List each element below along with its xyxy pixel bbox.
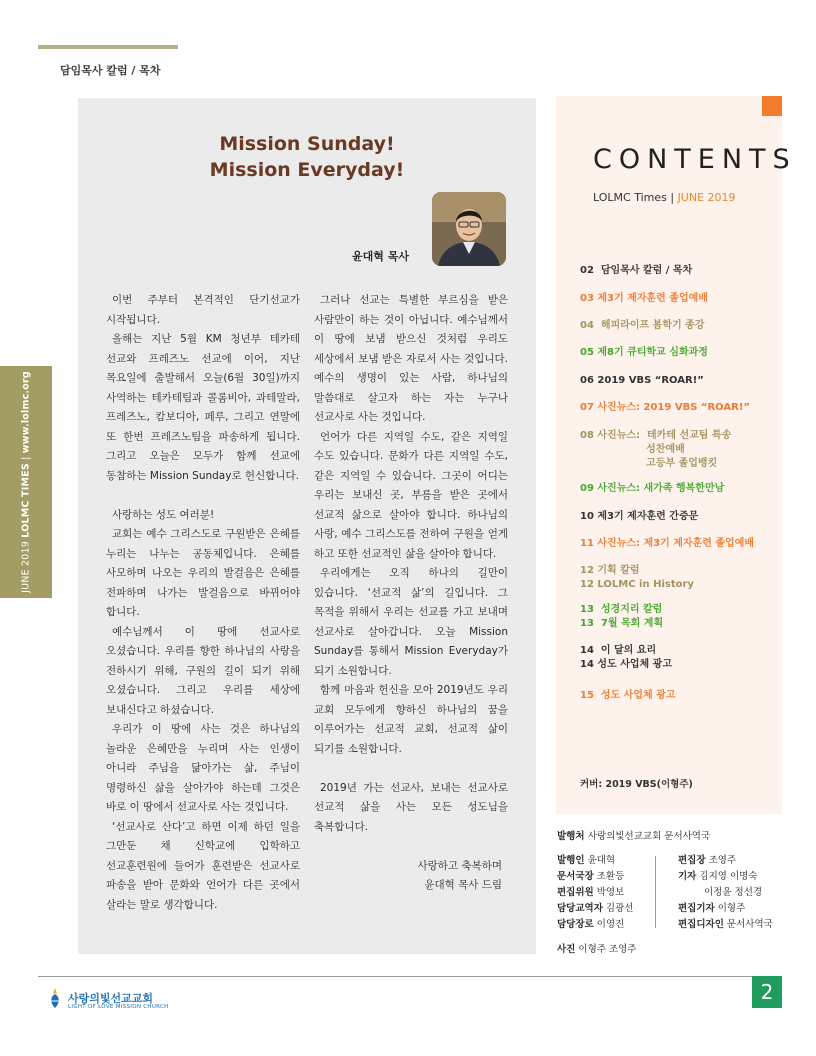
paragraph: 사랑하는 성도 여러분! (112, 508, 215, 521)
photo-label: 사진 (557, 944, 576, 955)
closing-line: 사랑하고 축복하며 (417, 859, 502, 872)
side-date: JUNE 2019 (20, 540, 32, 593)
accent-square (762, 96, 782, 116)
spacer (106, 486, 300, 506)
credit-role: 문서국장 (557, 871, 594, 882)
column-text-left (106, 291, 300, 915)
paragraph: 올해는 지난 5월 KM 청년부 테카테 선교와 프레즈노 선교에 이어, 지난 목요일에 출발해서 오늘(6월 30일)까지 사역하는 테카테팀과 콜롬비아, 과테말라, 프레즈노, 캄보디아, 페루, 그리고 연말에 또 한번 프레즈노팀을 파송하게 됩니다. 그리고 오늘은 모두가 함께 선교에 동참하는 Mission Sunday로 헌신합니다. (106, 333, 300, 482)
photo-names: 이형주 조영주 (578, 944, 637, 955)
title-line-2: Mission Everyday! (209, 159, 405, 181)
credit-row (557, 885, 633, 901)
credit-role: 기자 (678, 871, 697, 882)
credit-role: 담당교역자 (557, 903, 603, 914)
credit-role: 편집디자인 (678, 919, 724, 930)
credits-right (678, 853, 773, 933)
toc-item[interactable]: 14 이 달의 요리 14 성도 사업체 광고 (580, 645, 672, 670)
paragraph: 함께 마음과 헌신을 모아 2019년도 우리 교회 모두에게 향하신 하나님의 꿈을 이루어가는 선교적 교회, 선교적 삶이 되기를 소원합니다. (314, 684, 508, 755)
paragraph: ‘선교사로 산다’고 하면 이제 하던 일을 그만둔 채 신학교에 입학하고 선교훈련원에 들어가 훈련받은 선교사로 파송을 받아 문화와 언어가 다른 곳에서 살라는 말로 생각합니다. (106, 820, 300, 911)
church-name: 사랑의빛선교교회 (68, 992, 154, 1005)
credit-role: 편집기자 (678, 903, 715, 914)
column-author: 윤대혁 목사 (352, 250, 409, 263)
column-title (78, 131, 536, 183)
church-name-english: LIGHT OF LOVE MISSION CHURCH (68, 1004, 169, 1010)
publisher-name: 사랑의빛선교교회 문서사역국 (587, 831, 711, 842)
credits-left (557, 853, 633, 933)
title-line-1: Mission Sunday! (219, 133, 395, 155)
side-tag: JUNE 2019 LOLMC TIMES | www.lolmc.org (20, 371, 32, 593)
side-web: www.lolmc.org (20, 371, 32, 454)
credit-name: 조환등 (596, 871, 625, 882)
credit-name: 윤대혁 (587, 855, 616, 866)
credit-role: 담당장로 (557, 919, 594, 930)
page-number: 2 (752, 976, 782, 1008)
paragraph: 예수님께서 이 땅에 선교사로 오셨습니다. 우리를 향한 하나님의 사랑을 전하시기 위해, 구원의 길이 되기 위해 오셨습니다. 그리고 우리를 세상에 보내신다고 하셨습니다. (106, 625, 300, 716)
publisher-label: 발행처 (557, 831, 585, 842)
paragraph: 우리가 이 땅에 사는 것은 하나님의 놀라운 은혜만을 누리며 사는 인생이 아니라 주님을 닮아가는 삶, 주님이 명령하신 삶을 살아가야 하는데 그것은 바로 이 땅에서 선교사로 사는 것입니다. (106, 723, 300, 813)
credit-row (557, 917, 633, 933)
spacer (314, 837, 508, 857)
credit-name: 이형주 (717, 903, 746, 914)
credit-row (678, 917, 773, 933)
credit-name: 박영보 (596, 887, 625, 898)
footer-rule (38, 976, 782, 977)
credit-row (557, 853, 633, 869)
pastor-column (78, 98, 536, 954)
author-portrait-icon (432, 192, 506, 266)
toc-item[interactable]: 07 사진뉴스: 2019 VBS “ROAR!” (580, 402, 750, 413)
toc-item[interactable]: 09 사진뉴스: 새가족 행복한만남 (580, 483, 725, 494)
cover-credit: 커버: 2019 VBS(이형주) (580, 779, 693, 790)
toc-item[interactable]: 02 담임목사 칼럼 / 목차 (580, 265, 693, 276)
credit-name: 이영진 (596, 919, 625, 930)
credit-role: 편집장 (678, 855, 706, 866)
paragraph: 이번 주부터 본격적인 단기선교가 시작됩니다. (106, 294, 300, 326)
publication-name: LOLMC Times (593, 191, 667, 204)
section-label: 담임목사 칼럼 / 목차 (60, 64, 161, 77)
credit-name: 김지영 이명숙 (699, 871, 758, 882)
toc-item[interactable]: 11 사진뉴스: 제3기 제자훈련 졸업예배 (580, 538, 755, 549)
paragraph: 우리에게는 오직 하나의 길만이 있습니다. ‘선교적 삶’의 길입니다. 그 목적을 위해서 우리는 선교를 가고 보내며 선교사로 살아갑니다. 오늘 Mission Sunday를 통해서 Mission Everyday가 되기 소원합니다. (314, 567, 508, 677)
credit-row (557, 901, 633, 917)
credit-row (678, 853, 773, 869)
header-accent-bar (38, 45, 178, 49)
toc-item[interactable]: 15 성도 사업체 광고 (580, 690, 676, 701)
credit-name: 조영주 (708, 855, 737, 866)
closing-signature: 윤대혁 목사 드림 (424, 879, 502, 891)
paragraph: 언어가 다른 지역일 수도, 같은 지역일 수도 있습니다. 문화가 다른 지역일 수도, 같은 지역일 수 있습니다. 그곳이 어디는 우리는 보내신 곳, 부름을 받은 곳에서 선교적 삶으로 살아야 합니다. 하나님의 사랑, 예수 그리스도를 전하여 구원을 얻게 하고 또한 선교적인 삶을 살아야 합니다. (314, 430, 508, 560)
toc-item[interactable]: 04 해피라이프 봄학기 종강 (580, 320, 705, 331)
credit-row (678, 869, 773, 885)
column-text-right (314, 291, 508, 896)
toc-item[interactable]: 10 제3기 제자훈련 간증문 (580, 511, 699, 522)
author-photo (432, 192, 506, 266)
toc-item[interactable]: 03 제3기 제자훈련 졸업예배 (580, 293, 708, 304)
credits-divider (655, 856, 656, 928)
credit-row (678, 901, 773, 917)
toc-item[interactable]: 06 2019 VBS “ROAR!” (580, 375, 704, 386)
spacer (314, 759, 508, 779)
separator: | (670, 191, 675, 204)
publisher (557, 828, 710, 842)
toc-item[interactable]: 08 사진뉴스: 테카테 선교팀 특송 성찬예배 고등부 졸업뱅킷 (580, 430, 732, 469)
credit-row (557, 869, 633, 885)
paragraph: 2019년 가는 선교사, 보내는 선교사로 선교적 삶을 사는 모든 성도님을 축복합니다. (314, 781, 508, 833)
credit-name: 문서사역국 (726, 919, 773, 930)
contents-title: CONTENTS (593, 144, 797, 175)
toc-item[interactable]: 13 성경지리 칼럼 13 7월 목회 계획 (580, 604, 664, 629)
credit-name: 이정윤 정선경 (704, 887, 763, 898)
photo-credit (557, 941, 636, 955)
credit-row (678, 885, 773, 901)
toc-item[interactable]: 12 기획 칼럼 12 LOLMC in History (580, 565, 694, 590)
contents-issue (593, 191, 736, 204)
toc-item[interactable]: 05 제8기 큐티학교 심화과정 (580, 347, 708, 358)
side-brand: LOLMC TIMES (20, 463, 32, 538)
issue-month: JUNE 2019 (677, 191, 736, 204)
credit-role: 편집위원 (557, 887, 594, 898)
credit-role: 발행인 (557, 855, 585, 866)
paragraph: 그러나 선교는 특별한 부르심을 받은 사람만이 하는 것이 아닙니다. 예수님께서 이 땅에 보냄 받으신 것처럼 우리도 세상에서 보냄 받은 자로서 사는 것입니다. 예수의 생명이 있는 사람, 하나님의 말씀대로 살고자 하는 자는 누구나 선교사로 사는 것입니다. (314, 294, 508, 423)
paragraph: 교회는 예수 그리스도로 구원받은 은혜를 누리는 나누는 공동체입니다. 은혜를 사모하며 나오는 우리의 발걸음은 은혜를 전파하며 나가는 발걸음으로 바뀌어야 합니다. (106, 528, 300, 618)
credit-name: 김광선 (605, 903, 634, 914)
church-logo-icon (48, 988, 62, 1008)
